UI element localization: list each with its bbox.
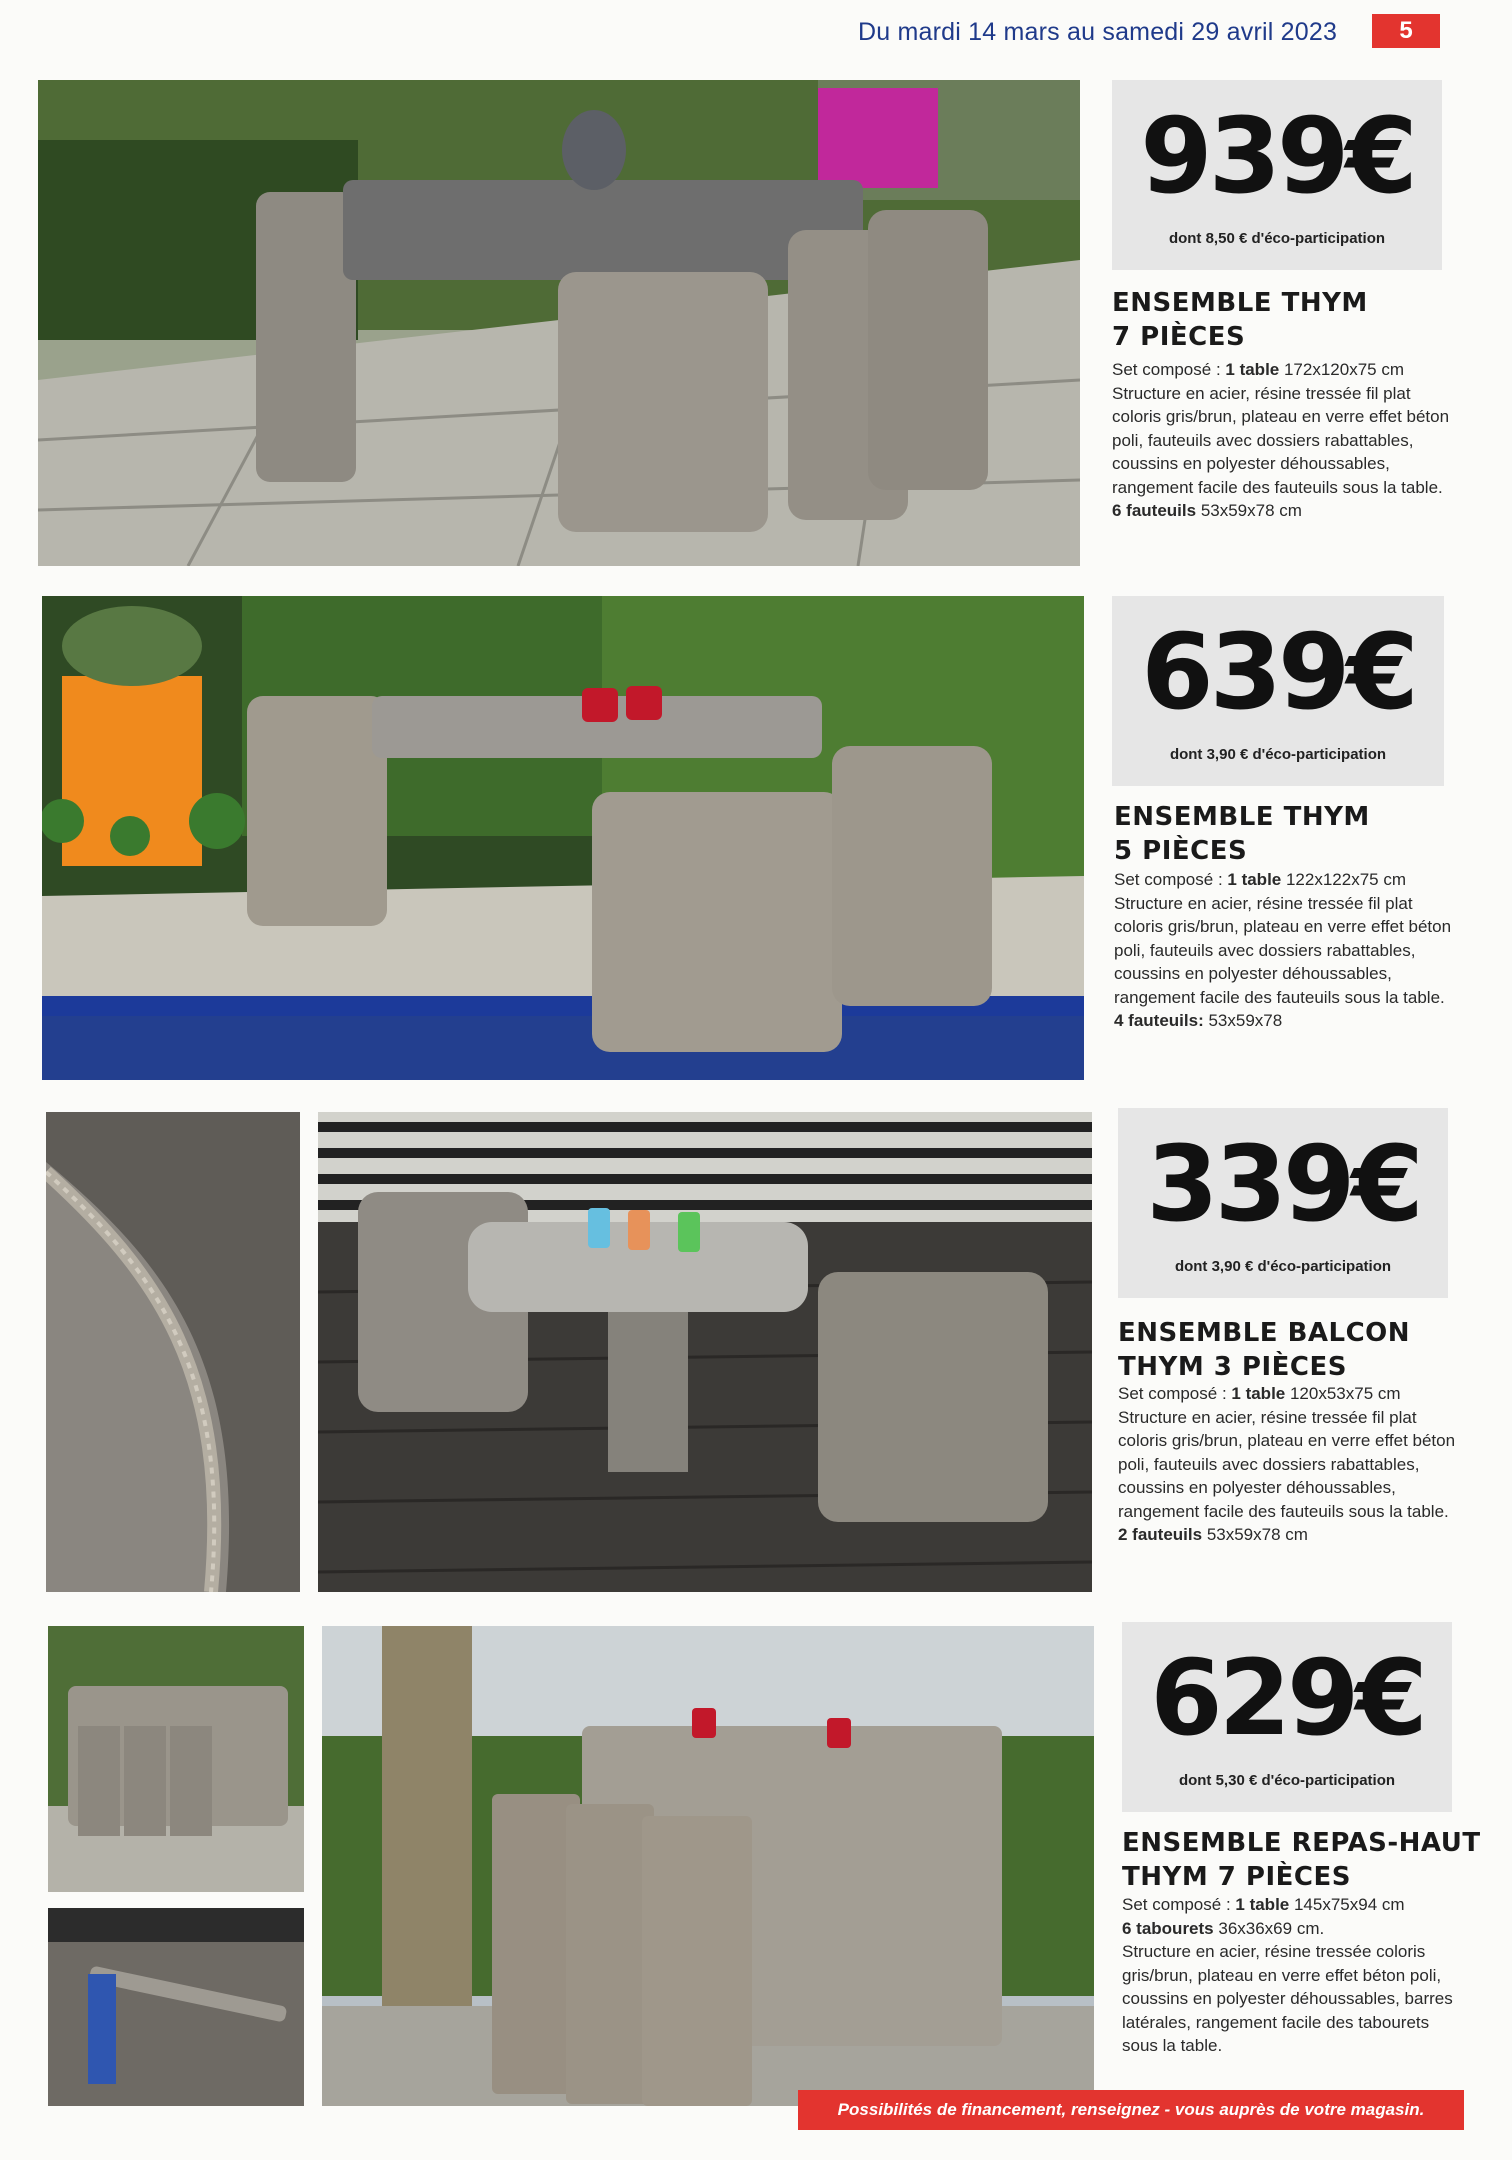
price-value: 939€ <box>1140 94 1414 217</box>
photo-detail-side-bar <box>48 1908 304 2106</box>
financing-banner: Possibilités de financement, renseignez - vous auprès de votre magasin. <box>798 2090 1464 2130</box>
product-description: Set composé : 1 table 122x122x75 cm Structure en acier, résine tressée fil plat coloris gris/brun, plateau en verre effet béton poli, fauteuils avec dossiers rabattables, coussins en polyester déhoussables, rangement facile des fauteuils sous la table. 4 fauteuils: 53x59x78 <box>1114 870 1452 1030</box>
header-date-range: Du mardi 14 mars au samedi 29 avril 2023 <box>858 18 1338 46</box>
photo-repas-haut-small <box>48 1626 304 1892</box>
photo-ensemble-thym-5 <box>42 596 1084 1080</box>
page-number-badge: 5 <box>1372 14 1440 48</box>
price-value: 629€ <box>1150 1636 1424 1759</box>
eco-participation: dont 5,30 € d'éco-participation <box>1178 1771 1396 1789</box>
price-box-1 <box>1112 80 1442 270</box>
product-description: Set composé : 1 table 172x120x75 cm Structure en acier, résine tressée fil plat coloris gris/brun, plateau en verre effet béton poli, fauteuils avec dossiers rabattables, coussins en polyester déhoussables, rangement facile des fauteuils sous la table. 6 fauteuils 53x59x78 cm <box>1112 360 1450 520</box>
photo-ensemble-balcon-3 <box>318 1112 1092 1592</box>
price-box-4 <box>1122 1622 1452 1812</box>
product-title: ENSEMBLE THYM 7 PIÈCES <box>1112 288 1368 352</box>
product-title: ENSEMBLE REPAS-HAUT THYM 7 PIÈCES <box>1122 1828 1481 1892</box>
photo-ensemble-repas-haut <box>322 1626 1094 2106</box>
product-title: ENSEMBLE THYM 5 PIÈCES <box>1114 802 1370 866</box>
photo-ensemble-thym-7 <box>38 80 1080 566</box>
eco-participation: dont 3,90 € d'éco-participation <box>1174 1257 1392 1275</box>
price-box-3 <box>1118 1108 1448 1298</box>
eco-participation: dont 3,90 € d'éco-participation <box>1169 745 1387 763</box>
product-description: Set composé : 1 table 120x53x75 cm Structure en acier, résine tressée fil plat coloris gris/brun, plateau en verre effet béton poli, fauteuils avec dossiers rabattables, coussins en polyester déhoussables, rangement facile des fauteuils sous la table. 2 fauteuils 53x59x78 cm <box>1118 1384 1456 1544</box>
price-value: 339€ <box>1146 1122 1420 1245</box>
product-description: Set composé : 1 table 145x75x94 cm 6 tabourets 36x36x69 cm. Structure en acier, résine tressée coloris gris/brun, plateau en verre effet béton poli, coussins en polyester déhoussables, barres latérales, rangement facile des tabourets sous la table. <box>1122 1895 1453 2055</box>
price-box-2 <box>1112 596 1444 786</box>
price-value: 639€ <box>1141 610 1415 733</box>
photo-detail-table-edge <box>46 1112 300 1592</box>
product-title: ENSEMBLE BALCON THYM 3 PIÈCES <box>1118 1318 1411 1382</box>
eco-participation: dont 8,50 € d'éco-participation <box>1168 229 1386 247</box>
